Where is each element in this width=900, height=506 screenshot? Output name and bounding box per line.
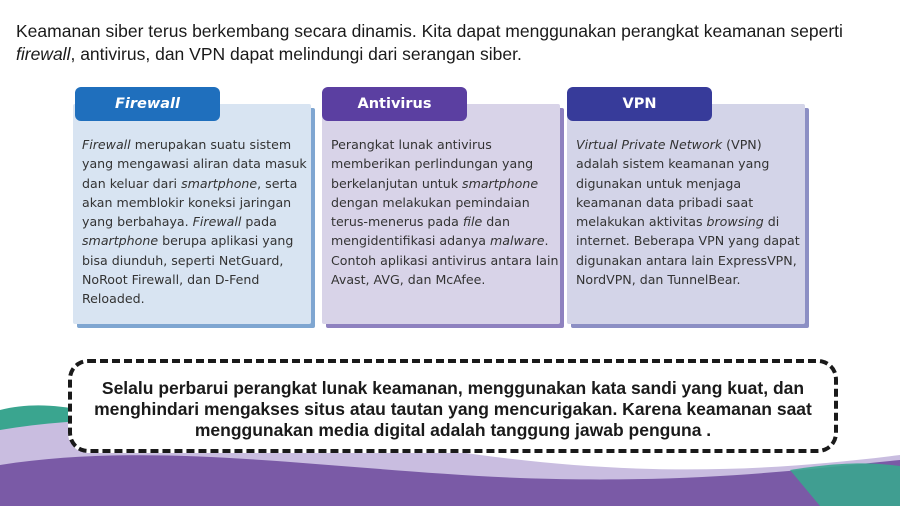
- intro-text-2: , antivirus, dan VPN dapat melindungi dari serangan siber.: [70, 44, 522, 64]
- tab-firewall-label: Firewall: [115, 96, 180, 112]
- intro-text-italic: firewall: [16, 44, 71, 64]
- tab-vpn: [567, 87, 712, 121]
- tip-callout-text: Selalu perbarui perangkat lunak keamanan, menggunakan kata sandi yang kuat, dan menghindari mengakses situs atau tautan yang mencurigakan. Karena keamanan saat menggunakan media digital adalah tanggung jawab penguna .: [94, 378, 812, 440]
- card-vpn-text: Virtual Private Network (VPN) adalah sistem keamanan yang digunakan untuk menjaga keamanan data pribadi saat melakukan aktivitas browsing di internet. Beberapa VPN yang dapat digunakan antara lain ExpressVPN, NordVPN, dan TunnelBear.: [576, 137, 800, 288]
- tab-antivirus: [322, 87, 467, 121]
- intro-paragraph: [16, 20, 886, 66]
- card-vpn: [567, 104, 805, 324]
- card-firewall: [73, 104, 311, 324]
- intro-text-1: Keamanan siber terus berkembang secara dinamis. Kita dapat menggunakan perangkat keamanan seperti: [16, 21, 843, 41]
- card-antivirus: [322, 104, 560, 324]
- tab-firewall: [75, 87, 220, 121]
- card-antivirus-text: Perangkat lunak antivirus memberikan perlindungan yang berkelanjutan untuk smartphone dengan melakukan pemindaian terus-menerus pada file dan mengidentifikasi adanya malware. Contoh aplikasi antivirus antara lain Avast, AVG, dan McAfee.: [331, 137, 559, 288]
- card-firewall-text: Firewall merupakan suatu sistem yang mengawasi aliran data masuk dan keluar dari smartphone, serta akan memblokir koneksi jaringan yang berbahaya. Firewall pada smartphone berupa aplikasi yang bisa diunduh, seperti NetGuard, NoRoot Firewall, dan D-Fend Reloaded.: [82, 137, 307, 307]
- tab-antivirus-label: Antivirus: [357, 96, 432, 112]
- tip-callout-box: [68, 359, 838, 453]
- tab-vpn-label: VPN: [622, 96, 657, 112]
